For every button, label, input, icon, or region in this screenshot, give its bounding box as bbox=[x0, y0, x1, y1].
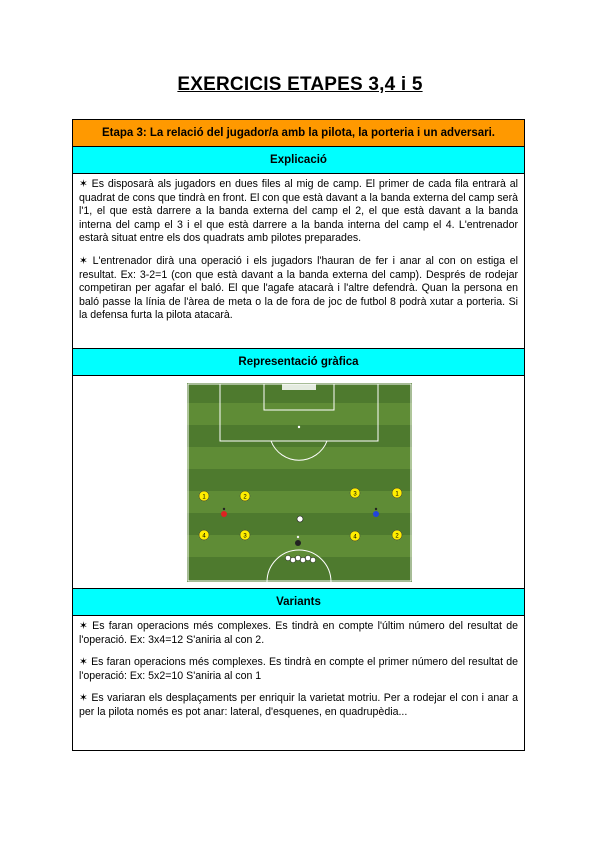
variants-body bbox=[73, 616, 524, 750]
exercise-table bbox=[72, 119, 525, 751]
document-title: EXERCICIS ETAPES 3,4 i 5 bbox=[177, 74, 423, 95]
stage-header: Etapa 3: La relació del jugador/a amb la pilota, la porteria i un adversari. bbox=[73, 120, 524, 147]
variant-paragraph: ✶ Es variaran els desplaçaments per enriquir la varietat motriu. Per a rodejar el con i anar a per la pilota només es pot anar: lateral, d'esquenes, en quadrupèdia... bbox=[79, 692, 518, 718]
goal bbox=[282, 384, 316, 390]
coach bbox=[295, 540, 301, 546]
pitch-stripe bbox=[187, 491, 412, 513]
cone-label: 3 bbox=[243, 533, 247, 540]
player-red bbox=[221, 511, 227, 517]
pitch-stripe bbox=[187, 535, 412, 557]
variant-paragraph: ✶ Es faran operacions més complexes. Es tindrà en compte el primer número del resultat de l'operació: Ex: 5x2=10 S'aniria al con 1 bbox=[79, 656, 518, 682]
cone-label: 2 bbox=[395, 533, 399, 540]
explanation-paragraph: ✶ Es disposarà als jugadors en dues files al mig de camp. El primer de cada fila entrarà al quadrat de cons que tindrà en front. El con que està davant a la banda externa del camp serà l'1, el que està darrere a la banda externa del camp el 2, el que està davant a la banda interna del camp el 3 i el que està darrere a la banda interna del camp el 4. L'entrenador estarà situat entre els dos quadrats amb pilotes preparades. bbox=[79, 178, 518, 245]
player-blue bbox=[373, 511, 379, 517]
cone-label: 4 bbox=[202, 533, 206, 540]
cone-label: 4 bbox=[353, 534, 357, 541]
graphic-cell bbox=[73, 376, 524, 589]
ball-icon bbox=[297, 516, 303, 522]
explanation-header: Explicació bbox=[73, 147, 524, 174]
pitch-stripe bbox=[187, 447, 412, 469]
cone-label: 3 bbox=[353, 491, 357, 498]
soccer-pitch-diagram bbox=[187, 383, 412, 582]
variants-header: Variants bbox=[73, 589, 524, 616]
cone-label: 1 bbox=[202, 494, 206, 501]
graphic-header: Representació gràfica bbox=[73, 349, 524, 376]
cone-label: 2 bbox=[243, 494, 247, 501]
explanation-paragraph: ✶ L'entrenador dirà una operació i els jugadors l'hauran de fer i anar al con on estiga el resultat. Ex: 3-2=1 (con que està davant a la banda externa del camp). Després de rodejar competiran per agafar el baló. El que l'agafe atacarà i l'altre defendrà. Quan la persona en baló passe la línia de l'àrea de meta o la de fora de joc de futbol 8 podrà xutar a porteria. Si la defensa furta la pilota atacarà. bbox=[79, 254, 518, 322]
player-head bbox=[223, 508, 225, 510]
variant-paragraph: ✶ Es faran operacions més complexes. Es tindrà en compte l'últim número del resultat de l'operació. Ex: 3x4=12 S'aniria al con 2. bbox=[79, 620, 518, 646]
player-head bbox=[375, 508, 377, 510]
penalty-spot bbox=[298, 426, 300, 428]
explanation-body bbox=[73, 174, 524, 349]
coach-head bbox=[297, 536, 299, 538]
cone-label: 1 bbox=[395, 491, 399, 498]
